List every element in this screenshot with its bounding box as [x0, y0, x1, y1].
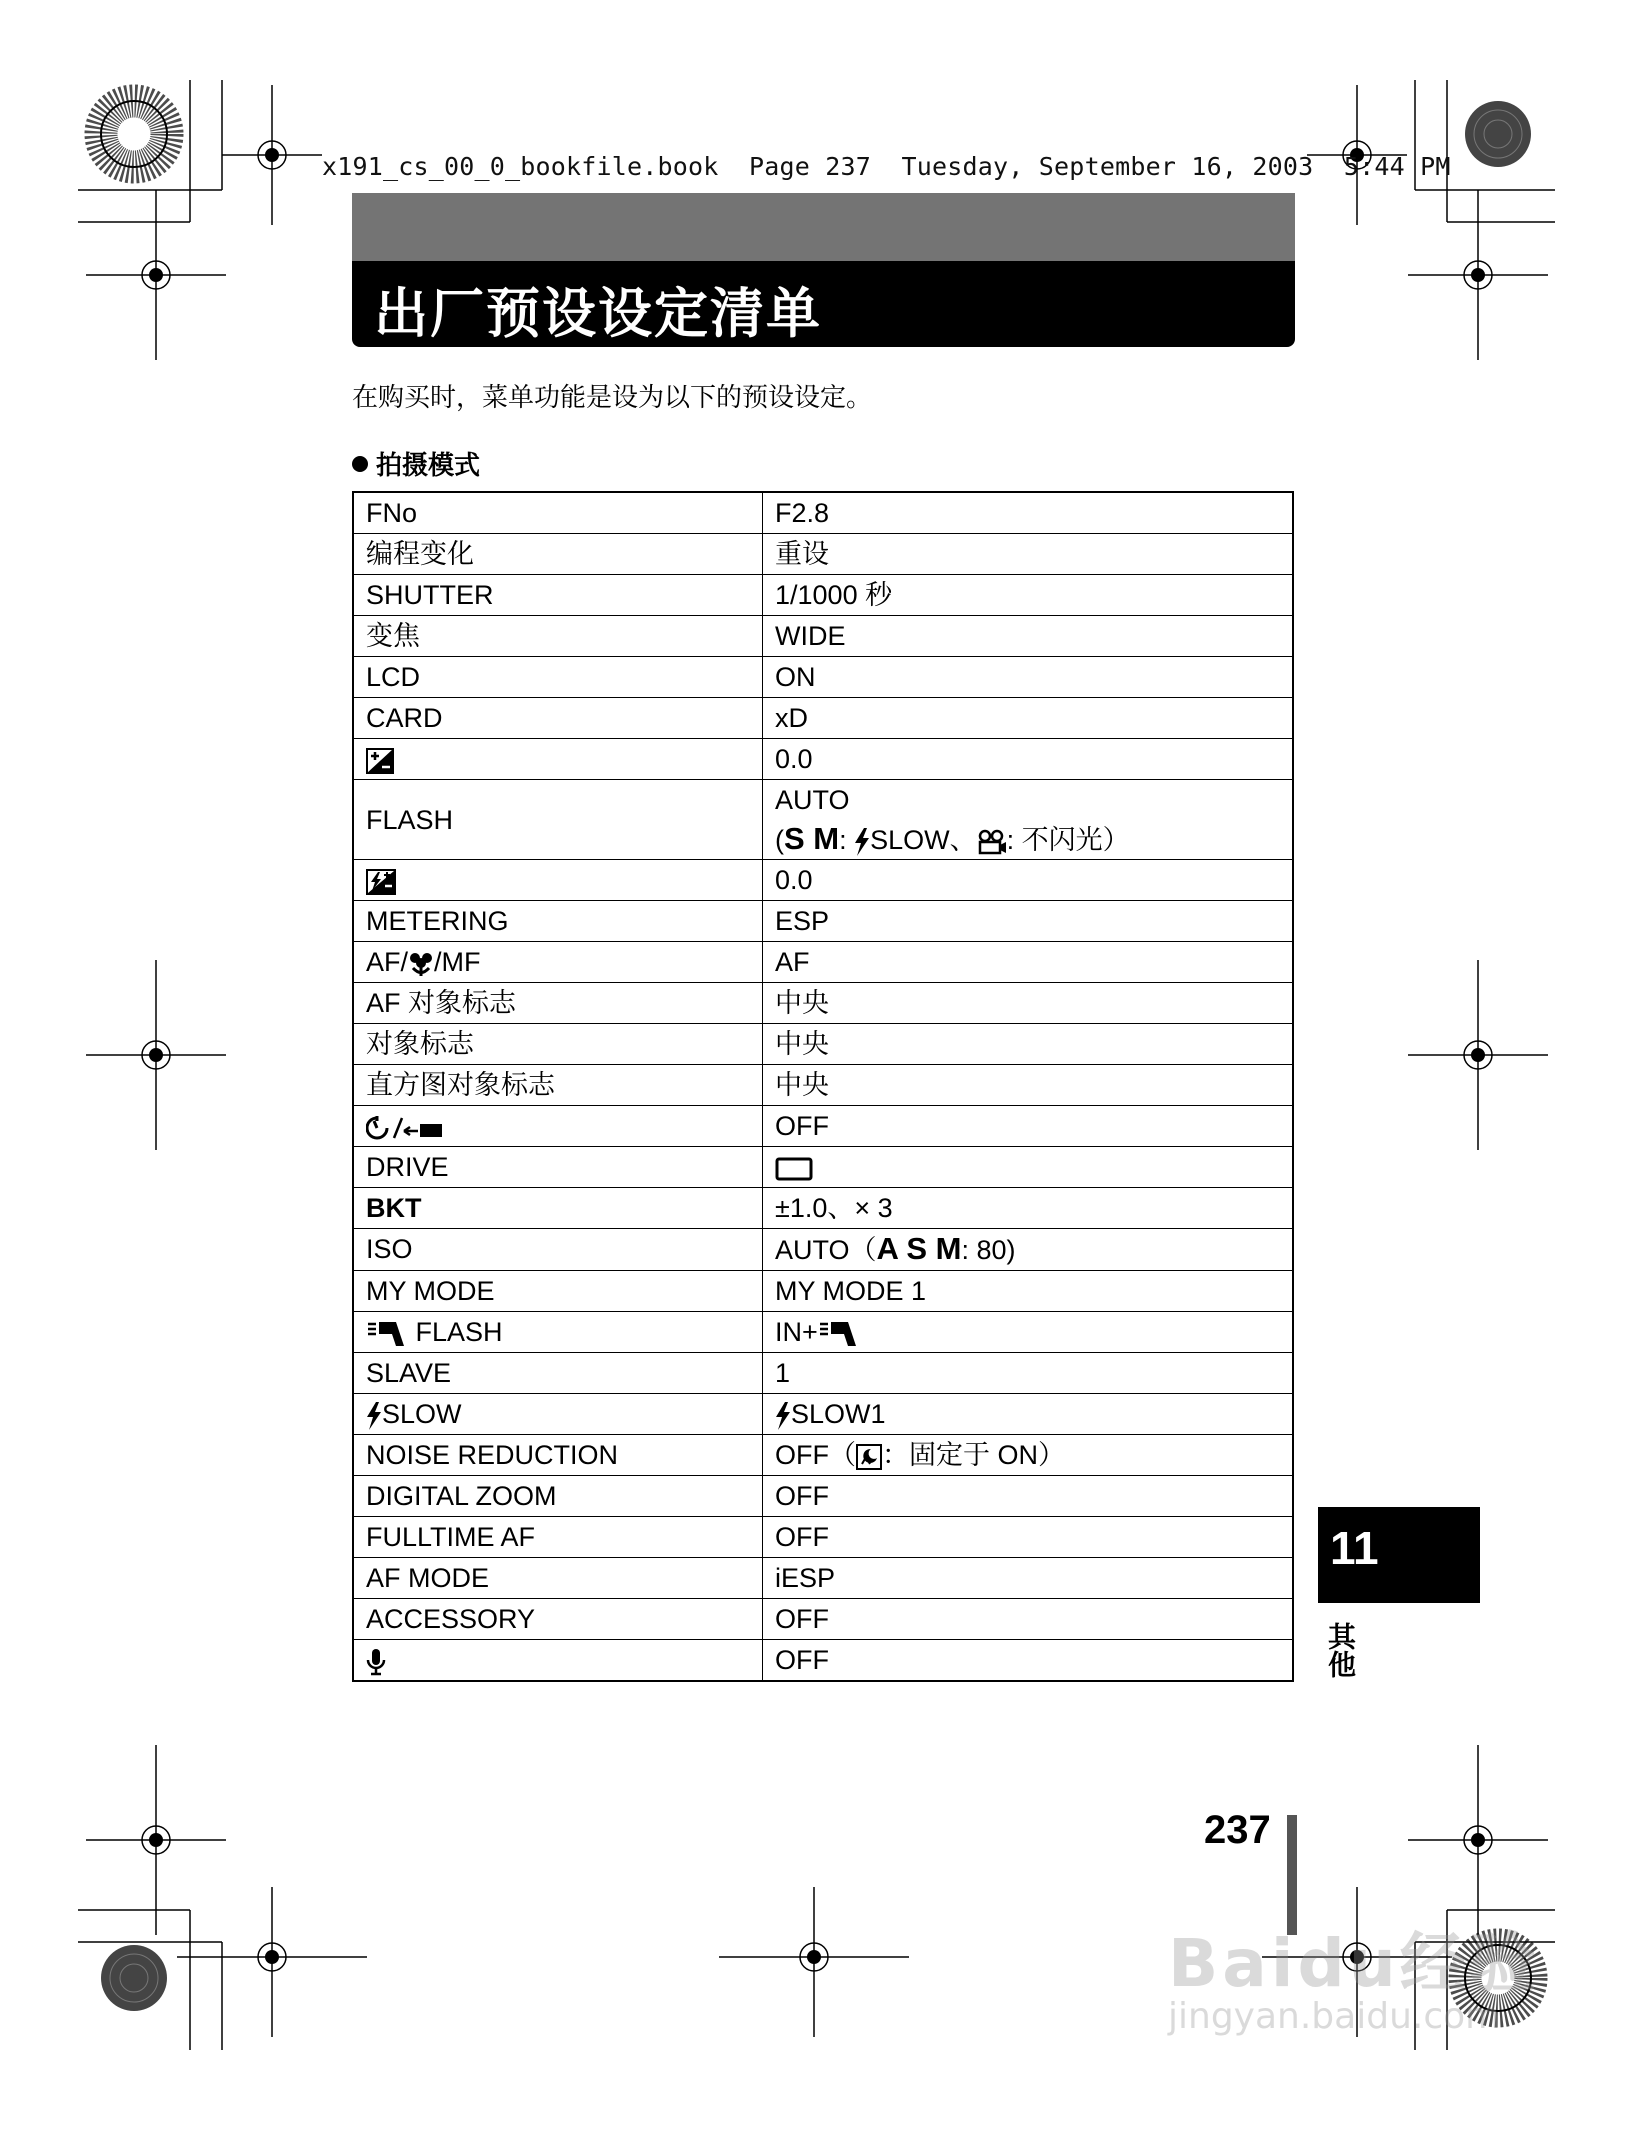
setting-label [353, 1640, 763, 1682]
iso-value-suffix: : 80) [961, 1235, 1016, 1265]
table-row [353, 942, 1293, 983]
setting-label: ACCESSORY [353, 1599, 763, 1640]
table-row [353, 1394, 1293, 1435]
setting-label: SHUTTER [353, 575, 763, 616]
self-timer-remote-icon [366, 1114, 446, 1142]
table-row [353, 1353, 1293, 1394]
external-flash-icon [366, 1320, 408, 1348]
noise-value-prefix: OFF（ [775, 1440, 856, 1470]
af-label-prefix: AF/ [366, 947, 409, 977]
setting-label: FULLTIME AF [353, 1517, 763, 1558]
table-row [353, 983, 1293, 1024]
section-title: 拍摄模式 [376, 451, 481, 481]
table-row [353, 616, 1293, 657]
table-row [353, 901, 1293, 942]
table-row [353, 575, 1293, 616]
setting-label: AF 对象标志 [353, 983, 763, 1024]
setting-value: 中央 [763, 1024, 1294, 1065]
title-band [352, 193, 1295, 261]
flash-label-text: FLASH [415, 1317, 503, 1347]
table-row [353, 1640, 1293, 1682]
setting-value [763, 1229, 1294, 1271]
flash-bolt-icon [366, 1402, 382, 1430]
movie-camera-icon [977, 829, 1007, 855]
slow-value-text: SLOW1 [791, 1399, 886, 1429]
setting-label: FLASH [353, 780, 763, 860]
table-row [353, 1065, 1293, 1106]
watermark-logo: Baidu经验 [1168, 1925, 1540, 2002]
table-row [353, 1188, 1293, 1229]
settings-table [352, 491, 1294, 1682]
table-row [353, 1312, 1293, 1353]
setting-value: 0.0 [763, 739, 1294, 780]
chapter-label: 其他 [1324, 1622, 1357, 1678]
setting-value: OFF [763, 1640, 1294, 1682]
setting-label [353, 942, 763, 983]
table-row [353, 534, 1293, 575]
setting-value [763, 1147, 1294, 1188]
setting-value: OFF [763, 1599, 1294, 1640]
shooting-mode-letters: S M [784, 821, 840, 856]
flash-slow-text: SLOW、 [870, 825, 977, 855]
table-row [353, 1024, 1293, 1065]
table-row [353, 739, 1293, 780]
setting-value: 中央 [763, 983, 1294, 1024]
setting-label [353, 860, 763, 901]
setting-label: 编程变化 [353, 534, 763, 575]
macro-flower-icon [408, 951, 434, 977]
setting-label: CARD [353, 698, 763, 739]
setting-value [763, 780, 1294, 860]
night-scene-icon [856, 1444, 882, 1470]
page-number: 237 [1204, 1808, 1271, 1852]
setting-value [763, 1435, 1294, 1476]
setting-label: 对象标志 [353, 1024, 763, 1065]
table-row [353, 1229, 1293, 1271]
setting-value: OFF [763, 1476, 1294, 1517]
flash-value-line1: AUTO [775, 785, 850, 815]
flash-bolt-icon [854, 828, 870, 856]
single-frame-icon [775, 1157, 813, 1181]
setting-value: 重设 [763, 534, 1294, 575]
section-heading [352, 445, 480, 482]
slow-label-text: SLOW [382, 1399, 462, 1429]
exposure-compensation-icon [366, 748, 394, 774]
setting-label: DIGITAL ZOOM [353, 1476, 763, 1517]
setting-value: OFF [763, 1517, 1294, 1558]
setting-label: NOISE REDUCTION [353, 1435, 763, 1476]
table-row [353, 657, 1293, 698]
setting-value: ON [763, 657, 1294, 698]
setting-label: 直方图对象标志 [353, 1065, 763, 1106]
microphone-icon [366, 1648, 386, 1676]
table-row [353, 1517, 1293, 1558]
setting-label: METERING [353, 901, 763, 942]
table-row [353, 1476, 1293, 1517]
table-row [353, 1435, 1293, 1476]
chapter-tab [1318, 1507, 1480, 1603]
shooting-mode-letters: A S M [876, 1231, 962, 1266]
flash-value-line2: (S M: SLOW、 : 不闪光） [775, 821, 1130, 856]
setting-value: MY MODE 1 [763, 1271, 1294, 1312]
table-row [353, 780, 1293, 860]
page-title: 出厂预设设定清单 [374, 282, 822, 345]
setting-value: ESP [763, 901, 1294, 942]
setting-label: AF MODE [353, 1558, 763, 1599]
table-row [353, 1147, 1293, 1188]
chapter-number: 11 [1330, 1522, 1379, 1574]
table-row [353, 492, 1293, 534]
noise-value-suffix: ：固定于 ON） [882, 1440, 1066, 1470]
setting-value: ±1.0、× 3 [763, 1188, 1294, 1229]
setting-label: FNo [353, 492, 763, 534]
setting-label: MY MODE [353, 1271, 763, 1312]
flash-intensity-icon [366, 869, 396, 895]
setting-label: DRIVE [353, 1147, 763, 1188]
setting-value: F2.8 [763, 492, 1294, 534]
setting-label [353, 1106, 763, 1147]
setting-value: 0.0 [763, 860, 1294, 901]
external-flash-icon [818, 1320, 860, 1348]
setting-value [763, 1394, 1294, 1435]
table-row [353, 860, 1293, 901]
setting-value: 1/1000 秒 [763, 575, 1294, 616]
setting-label: BKT [353, 1188, 763, 1229]
setting-label [353, 1394, 763, 1435]
file-header: x191_cs_00_0_bookfile.book Page 237 Tuesday, September 16, 2003 5:44 PM [322, 152, 1451, 181]
setting-value [763, 1312, 1294, 1353]
flash-no-flash-text: 不闪光） [1021, 825, 1130, 855]
setting-label: ISO [353, 1229, 763, 1271]
watermark-url: jingyan.baidu.com [1168, 1996, 1501, 2037]
setting-label: LCD [353, 657, 763, 698]
setting-label: 变焦 [353, 616, 763, 657]
setting-label [353, 739, 763, 780]
table-row [353, 698, 1293, 739]
setting-value: WIDE [763, 616, 1294, 657]
af-label-suffix: /MF [434, 947, 481, 977]
iso-value-prefix: AUTO（ [775, 1235, 877, 1265]
intro-text: 在购买时，菜单功能是设为以下的预设设定。 [352, 383, 873, 413]
flash-value-text: IN+ [775, 1317, 818, 1347]
table-row [353, 1599, 1293, 1640]
setting-label: SLAVE [353, 1353, 763, 1394]
setting-label [353, 1312, 763, 1353]
title-bar [352, 261, 1295, 347]
setting-value: xD [763, 698, 1294, 739]
setting-value: 中央 [763, 1065, 1294, 1106]
setting-value: iESP [763, 1558, 1294, 1599]
table-row [353, 1106, 1293, 1147]
setting-value: AF [763, 942, 1294, 983]
setting-value: OFF [763, 1106, 1294, 1147]
setting-value: 1 [763, 1353, 1294, 1394]
flash-bolt-icon [775, 1402, 791, 1430]
table-row [353, 1558, 1293, 1599]
bullet-icon [352, 456, 368, 472]
table-row [353, 1271, 1293, 1312]
